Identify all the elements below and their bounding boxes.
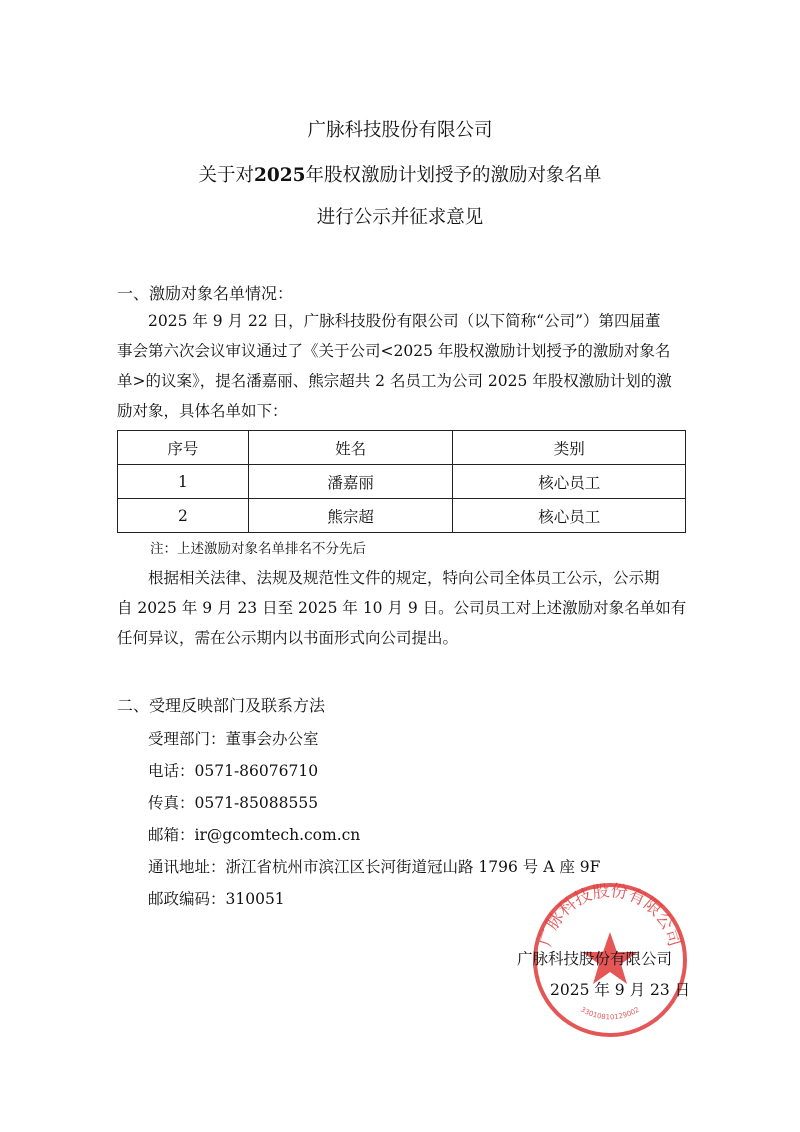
cell-name: 潘嘉丽: [248, 465, 453, 499]
seal-text: 广脉科技股份有限公司: [535, 881, 685, 949]
incentive-list-table: [117, 430, 686, 533]
contact-phone: 电话：0571-86076710: [148, 762, 319, 780]
svg-text:3301081012900​2: [579, 1006, 641, 1022]
cell-index: 1: [118, 465, 249, 499]
header-category: 类别: [453, 431, 686, 465]
title-line-3: 进行公示并征求意见: [316, 207, 484, 228]
contact-department: 受理部门：董事会办公室: [148, 730, 319, 748]
table-note: 注：上述激励对象名单排名不分先后: [150, 541, 366, 557]
paragraph-line: 根据相关法律、法规及规范性文件的规定，特向公司全体员工公示，公示期: [148, 569, 660, 587]
title-line-1: 广脉科技股份有限公司: [307, 120, 493, 141]
contact-fax: 传真：0571-85088555: [148, 794, 319, 812]
paragraph-line: 单>的议案》，提名潘嘉丽、熊宗超共 2 名员工为公司 2025 年股权激励计划的激: [117, 372, 672, 390]
header-name: 姓名: [248, 431, 453, 465]
table-header-row: [118, 431, 686, 465]
seal-number: 3301081012900​2: [579, 1005, 641, 1022]
contact-postcode: 邮政编码：310051: [148, 890, 285, 908]
paragraph-line: 自 2025 年 9 月 23 日至 2025 年 10 月 9 日。公司员工对上述激励对象名单如有: [117, 599, 687, 617]
table-row: [118, 499, 686, 533]
contact-address: 通讯地址：浙江省杭州市滨江区长河街道冠山路 1796 号 A 座 9F: [148, 858, 601, 876]
title-line-2-pre: 关于对: [198, 165, 254, 186]
cell-category: 核心员工: [453, 499, 686, 533]
signature-date: 2025 年 9 月 23 日: [550, 981, 691, 999]
title-line-2-post: 年股权激励计划授予的激励对象名单: [305, 165, 602, 186]
contact-email: 邮箱：ir@gcomtech.com.cn: [148, 826, 361, 844]
paragraph-line: 2025 年 9 月 22 日，广脉科技股份有限公司（以下简称“公司”）第四届董: [148, 312, 661, 330]
cell-category: 核心员工: [453, 465, 686, 499]
cell-name: 熊宗超: [248, 499, 453, 533]
signature-company: 广脉科技股份有限公司: [517, 950, 673, 968]
section-1-paragraph-2: [117, 563, 687, 653]
paragraph-line: 任何异议，需在公示期内以书面形式向公司提出。: [117, 629, 459, 647]
title-line-2-year: 2025: [254, 165, 306, 186]
table-row: [118, 465, 686, 499]
header-index: 序号: [118, 431, 249, 465]
title-line-2: [0, 161, 800, 187]
paragraph-line: 事会第六次会议审议通过了《关于公司<2025 年股权激励计划授予的激励对象名: [117, 342, 671, 360]
cell-index: 2: [118, 499, 249, 533]
paragraph-line: 励对象，具体名单如下：: [117, 402, 288, 420]
section-1-paragraph: [117, 306, 687, 426]
section-1-heading: 一、激励对象名单情况：: [117, 284, 294, 303]
section-2-heading: 二、受理反映部门及联系方法: [117, 696, 326, 715]
